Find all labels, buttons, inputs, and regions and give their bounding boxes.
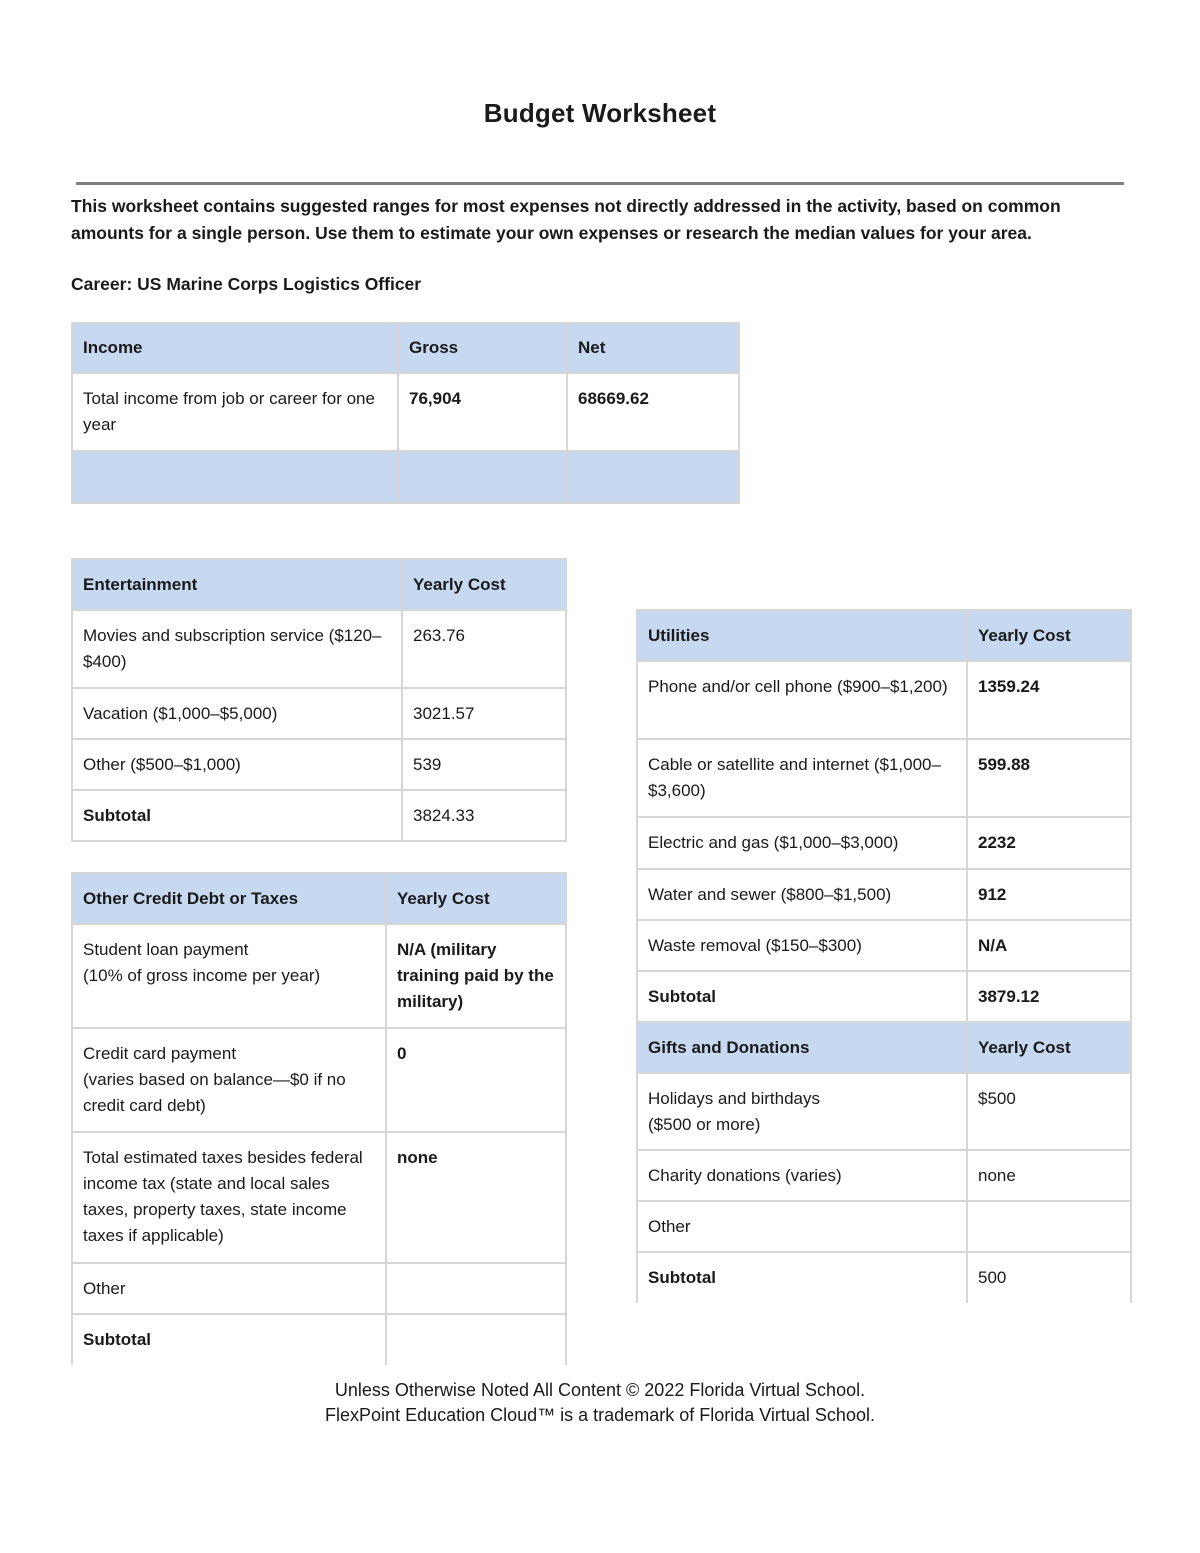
table-row bbox=[72, 323, 739, 373]
row-label bbox=[72, 1028, 386, 1132]
gross-value: 76,904 bbox=[398, 373, 567, 451]
table-row bbox=[72, 790, 566, 841]
row-label-line: Student loan payment bbox=[83, 940, 249, 959]
income-table bbox=[71, 322, 740, 504]
empty-cell bbox=[398, 451, 567, 503]
entertainment-table bbox=[71, 558, 567, 842]
page-title: Budget Worksheet bbox=[483, 98, 717, 128]
row-value: 912 bbox=[967, 869, 1131, 920]
title-divider bbox=[76, 182, 1124, 185]
yearly-cost-header: Yearly Cost bbox=[967, 1022, 1131, 1073]
row-label-line: ($500 or more) bbox=[648, 1115, 761, 1134]
table-row bbox=[72, 873, 566, 924]
table-row bbox=[637, 1201, 1131, 1252]
row-label: Phone and/or cell phone ($900–$1,200) bbox=[637, 661, 967, 739]
entertainment-header: Entertainment bbox=[72, 559, 402, 610]
row-label: Other bbox=[637, 1201, 967, 1252]
row-label: Movies and subscription service ($120–$400) bbox=[72, 610, 402, 688]
table-row bbox=[637, 610, 1131, 661]
table-row bbox=[637, 971, 1131, 1022]
table-row bbox=[72, 610, 566, 688]
row-label-line: Credit card payment bbox=[83, 1044, 237, 1063]
credit-debt-table bbox=[71, 872, 567, 1365]
trademark-line: FlexPoint Education Cloud™ is a trademark of Florida Virtual School. bbox=[325, 1405, 875, 1425]
table-row bbox=[637, 869, 1131, 920]
yearly-cost-header: Yearly Cost bbox=[386, 873, 566, 924]
row-label: Other ($500–$1,000) bbox=[72, 739, 402, 790]
row-value: none bbox=[386, 1132, 566, 1263]
table-row bbox=[637, 817, 1131, 869]
row-value: 539 bbox=[402, 739, 566, 790]
table-row bbox=[637, 1150, 1131, 1201]
subtotal-label: Subtotal bbox=[72, 1314, 386, 1365]
subtotal-label: Subtotal bbox=[72, 790, 402, 841]
table-row bbox=[72, 1132, 566, 1263]
net-value: 68669.62 bbox=[567, 373, 739, 451]
subtotal-value bbox=[386, 1314, 566, 1365]
row-label bbox=[637, 1073, 967, 1150]
yearly-cost-header: Yearly Cost bbox=[967, 610, 1131, 661]
row-label: Water and sewer ($800–$1,500) bbox=[637, 869, 967, 920]
row-value bbox=[967, 1201, 1131, 1252]
row-label-line: (varies based on balance—$0 if no credit card debt) bbox=[83, 1070, 346, 1115]
row-label bbox=[72, 924, 386, 1028]
row-value: N/A (military training paid by the military) bbox=[386, 924, 566, 1028]
table-row bbox=[72, 1314, 566, 1365]
table-row bbox=[637, 1073, 1131, 1150]
table-row bbox=[637, 1022, 1131, 1073]
copyright-line: Unless Otherwise Noted All Content © 2022 Florida Virtual School. bbox=[334, 1380, 866, 1400]
subtotal-label: Subtotal bbox=[637, 1252, 967, 1303]
utilities-table bbox=[636, 609, 1132, 1023]
row-value: 3021.57 bbox=[402, 688, 566, 739]
table-row bbox=[72, 924, 566, 1028]
row-label: Other bbox=[72, 1263, 386, 1314]
row-value: none bbox=[967, 1150, 1131, 1201]
table-row bbox=[637, 1252, 1131, 1303]
row-label: Total estimated taxes besides federal income tax (state and local sales taxes, property taxes, state income taxes if applicable) bbox=[72, 1132, 386, 1263]
intro-paragraph: This worksheet contains suggested ranges for most expenses not directly addressed in the activity, based on common amounts for a single person. Use them to estimate your own expenses or research the median values for your area. bbox=[71, 196, 1061, 243]
empty-cell bbox=[72, 451, 398, 503]
table-row bbox=[72, 559, 566, 610]
row-value bbox=[386, 1263, 566, 1314]
row-value: 599.88 bbox=[967, 739, 1131, 817]
yearly-cost-header: Yearly Cost bbox=[402, 559, 566, 610]
row-label: Vacation ($1,000–$5,000) bbox=[72, 688, 402, 739]
row-value: $500 bbox=[967, 1073, 1131, 1150]
table-row bbox=[637, 739, 1131, 817]
subtotal-value: 500 bbox=[967, 1252, 1131, 1303]
row-label: Waste removal ($150–$300) bbox=[637, 920, 967, 971]
table-row bbox=[72, 1028, 566, 1132]
table-row bbox=[637, 920, 1131, 971]
row-label-line: (10% of gross income per year) bbox=[83, 966, 321, 985]
subtotal-value: 3824.33 bbox=[402, 790, 566, 841]
row-value: 263.76 bbox=[402, 610, 566, 688]
table-row bbox=[72, 1263, 566, 1314]
row-value: N/A bbox=[967, 920, 1131, 971]
net-header: Net bbox=[567, 323, 739, 373]
gifts-header: Gifts and Donations bbox=[637, 1022, 967, 1073]
empty-cell bbox=[567, 451, 739, 503]
table-row bbox=[72, 739, 566, 790]
credit-header: Other Credit Debt or Taxes bbox=[72, 873, 386, 924]
row-value: 0 bbox=[386, 1028, 566, 1132]
row-label: Cable or satellite and internet ($1,000–$3,600) bbox=[637, 739, 967, 817]
gifts-donations-table bbox=[636, 1021, 1132, 1303]
subtotal-label: Subtotal bbox=[637, 971, 967, 1022]
row-label: Electric and gas ($1,000–$3,000) bbox=[637, 817, 967, 869]
income-header: Income bbox=[72, 323, 398, 373]
table-row bbox=[72, 688, 566, 739]
utilities-header: Utilities bbox=[637, 610, 967, 661]
footer bbox=[0, 1378, 1200, 1428]
subtotal-value: 3879.12 bbox=[967, 971, 1131, 1022]
row-label: Charity donations (varies) bbox=[637, 1150, 967, 1201]
income-row-label: Total income from job or career for one year bbox=[72, 373, 398, 451]
row-value: 2232 bbox=[967, 817, 1131, 869]
row-value: 1359.24 bbox=[967, 661, 1131, 739]
career-line: Career: US Marine Corps Logistics Officer bbox=[71, 274, 422, 294]
gross-header: Gross bbox=[398, 323, 567, 373]
row-label-line: Holidays and birthdays bbox=[648, 1089, 820, 1108]
table-row bbox=[72, 373, 739, 451]
table-row bbox=[72, 451, 739, 503]
table-row bbox=[637, 661, 1131, 739]
